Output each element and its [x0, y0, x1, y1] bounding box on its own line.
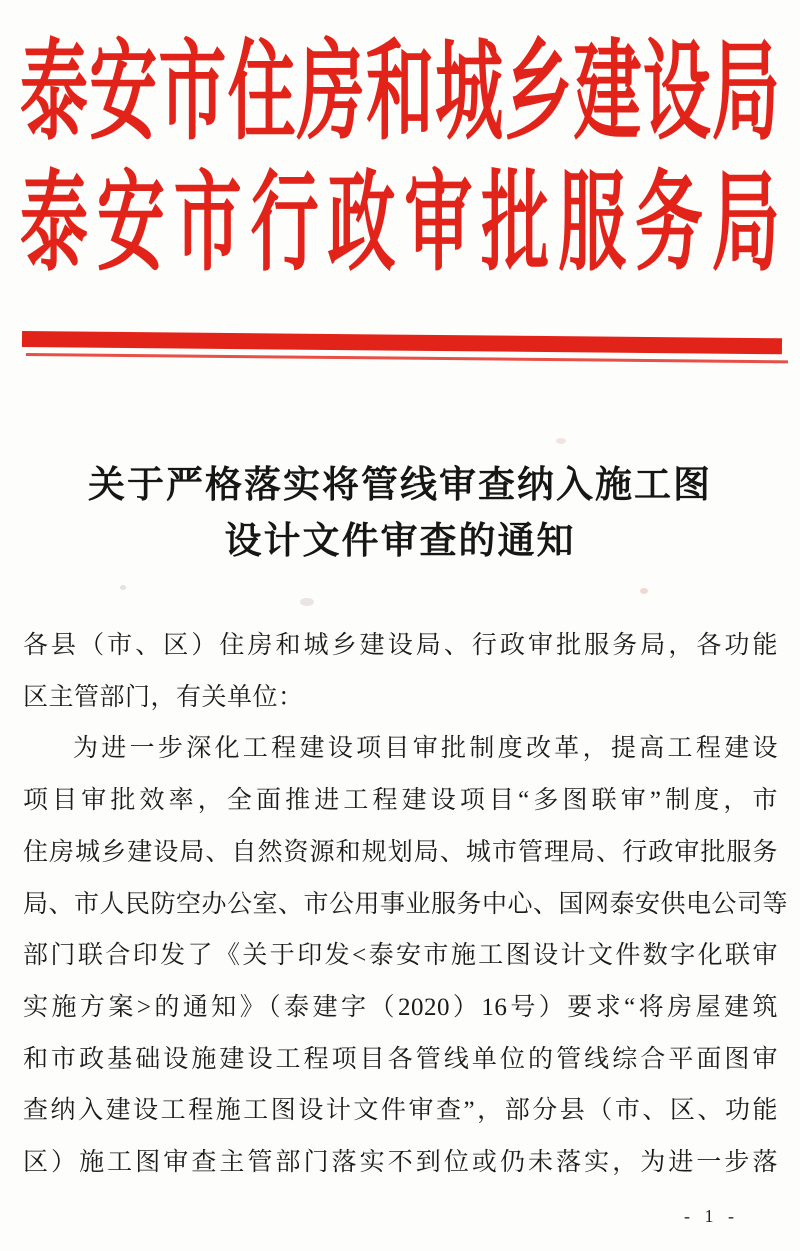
scan-speck — [556, 438, 566, 444]
document-title — [0, 458, 800, 570]
body-line: 实施方案>的通知》（泰建字（2020）16号）要求“将房屋建筑 — [23, 993, 778, 1021]
body-line: 部门联合印发了《关于印发<泰安市施工图设计文件数字化联审 — [23, 942, 778, 970]
body-line: 和市政基础设施建设工程项目各管线单位的管线综合平面图审 — [23, 1045, 778, 1073]
org-name-line2: 泰 安 市 行 政 审 批 服 务 局 — [20, 162, 780, 284]
body-line: 住房城乡建设局、自然资源和规划局、城市管理局、行政审批服务 — [23, 838, 778, 866]
page-number: - 1 - — [684, 1206, 739, 1226]
document-body — [23, 620, 789, 1189]
red-divider-line — [26, 353, 788, 363]
body-line: 区）施工图审查主管部门落实不到位或仍未落实，为进一步落 — [23, 1149, 778, 1177]
document-title-line1: 关于严格落实将管线审查纳入施工图 — [88, 465, 712, 506]
body-line: 局、市人民防空办公室、市公用事业服务中心、国网泰安供电公司等 — [23, 890, 789, 918]
scan-speck — [300, 598, 314, 606]
scan-speck — [120, 585, 126, 590]
addressee-line: 区主管部门，有关单位： — [23, 683, 304, 711]
body-line: 项目审批效率，全面推进工程建设项目“多图联审”制度，市 — [23, 787, 778, 815]
org-name-line1: 泰 安 市 住 房 和 城 乡 建 设 局 — [20, 31, 780, 153]
body-line: 为进一步深化工程建设项目审批制度改革，提高工程建设 — [73, 735, 778, 763]
document-title-line2: 设计文件审查的通知 — [224, 521, 576, 562]
body-line: 查纳入建设工程施工图设计文件审查”，部分县（市、区、功能 — [23, 1097, 778, 1125]
red-divider-bar — [22, 331, 782, 354]
scan-speck — [640, 588, 648, 594]
addressee-line: 各县（市、区）住房和城乡建设局、行政审批服务局，各功能 — [23, 632, 778, 659]
